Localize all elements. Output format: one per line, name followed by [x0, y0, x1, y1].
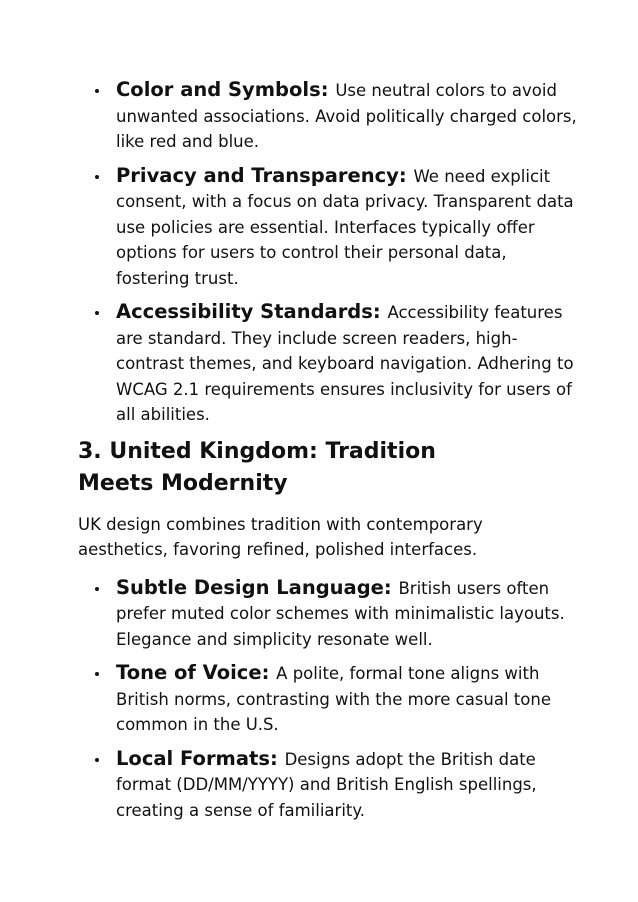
list-item	[78, 163, 578, 292]
item-title: Color and Symbols:	[116, 78, 329, 101]
item-title: Accessibility Standards:	[116, 300, 381, 323]
regional-considerations-list	[78, 77, 578, 428]
section-heading: 3. United Kingdom: Tradition Meets Modernity	[78, 438, 436, 496]
item-text: A polite, formal tone aligns with British norms, contrasting with the more casual tone common in the U.S.	[116, 664, 551, 734]
bullet-icon	[95, 89, 99, 93]
list-item	[78, 77, 578, 155]
list-item	[78, 746, 578, 824]
item-text: British users often prefer muted color schemes with minimalistic layouts. Elegance and simplicity resonate well.	[116, 578, 565, 649]
bullet-icon	[95, 758, 99, 762]
list-item	[78, 299, 578, 428]
item-title: Tone of Voice:	[116, 661, 270, 684]
item-title: Privacy and Transparency:	[116, 163, 407, 187]
item-title: Subtle Design Language:	[116, 575, 392, 599]
list-item	[78, 660, 578, 738]
bullet-icon	[95, 175, 99, 179]
item-text: We need explicit consent, with a focus on data privacy. Transparent data use policies are essential. Interfaces typically offer options for users to control their personal data, fostering trust.	[116, 166, 574, 288]
bullet-icon	[95, 587, 99, 591]
uk-design-list	[78, 575, 578, 824]
bullet-icon	[95, 672, 99, 676]
list-item	[78, 575, 578, 653]
item-text: Use neutral colors to avoid unwanted associations. Avoid politically charged colors, like red and blue.	[116, 81, 577, 151]
section-intro: UK design combines tradition with contemporary aesthetics, favoring refined, polished interfaces.	[78, 514, 483, 559]
item-text: Accessibility features are standard. They include screen readers, high-contrast themes, and keyboard navigation. Adhering to WCAG 2.1 requirements ensures inclusivity for users of all abilities.	[116, 303, 574, 424]
item-text: Designs adopt the British date format (DD/MM/YYYY) and British English spellings, creating a sense of familiarity.	[116, 749, 537, 820]
bullet-icon	[95, 311, 99, 315]
item-title: Local Formats:	[116, 746, 278, 770]
